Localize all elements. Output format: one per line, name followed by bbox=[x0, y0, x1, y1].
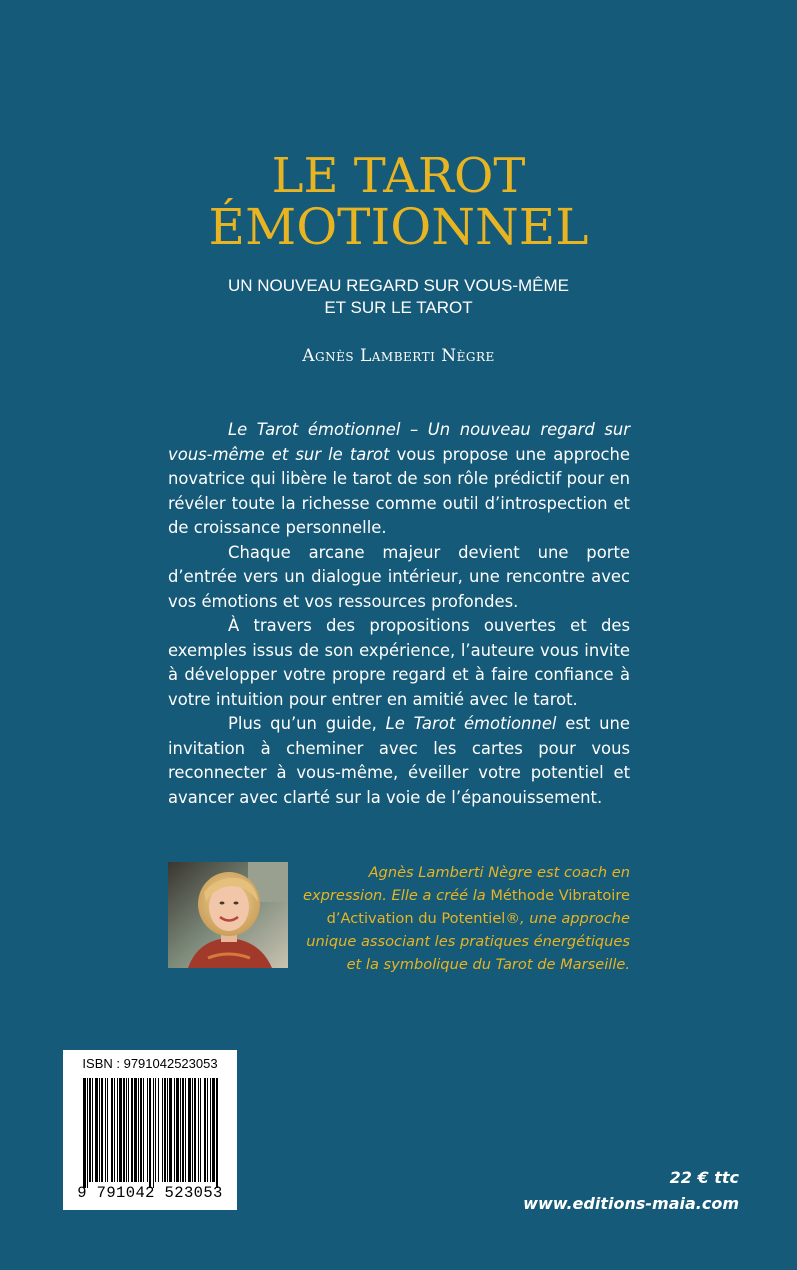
bio-part-1: Agnès Lamberti Nègre est coach en expression. Elle a créé la bbox=[302, 864, 630, 904]
barcode-bar bbox=[174, 1078, 175, 1182]
barcode-bar bbox=[92, 1078, 93, 1182]
barcode-bar bbox=[123, 1078, 125, 1182]
barcode-bar bbox=[99, 1078, 100, 1182]
barcode-bar bbox=[114, 1078, 115, 1182]
author-bio bbox=[300, 861, 630, 976]
barcode-bar bbox=[198, 1078, 199, 1182]
barcode-bar bbox=[162, 1078, 163, 1182]
bio-method-b: Vibratoire d’Activation du Potentiel bbox=[326, 887, 630, 927]
author-photo bbox=[168, 862, 288, 968]
barcode-bar bbox=[143, 1078, 144, 1182]
book-subtitle bbox=[0, 275, 797, 319]
barcode-bar bbox=[182, 1078, 184, 1182]
barcode-bar bbox=[111, 1078, 113, 1182]
barcode-bar bbox=[149, 1078, 151, 1188]
barcode-bar bbox=[176, 1078, 179, 1182]
barcode-bar bbox=[153, 1078, 154, 1188]
barcode-bar bbox=[101, 1078, 103, 1182]
barcode-bar bbox=[169, 1078, 172, 1182]
summary-text bbox=[168, 418, 630, 810]
summary-p4-start: Plus qu’un guide, bbox=[228, 714, 386, 733]
book-title-line-2: ÉMOTIONNEL bbox=[208, 198, 589, 256]
barcode-bar bbox=[119, 1078, 122, 1182]
barcode-bar bbox=[95, 1078, 98, 1182]
barcode-bar bbox=[105, 1078, 106, 1182]
barcode-bar bbox=[188, 1078, 191, 1182]
barcode-bar bbox=[83, 1078, 86, 1188]
barcode-bar bbox=[185, 1078, 186, 1182]
barcode-bar bbox=[212, 1078, 215, 1182]
barcode-bar bbox=[126, 1078, 127, 1182]
bio-part-2: ®, une approche unique associant les pratiques énergétiques et la symbolique du Tarot de Marseille. bbox=[306, 910, 630, 973]
barcode-box bbox=[63, 1050, 237, 1210]
barcode-bar bbox=[140, 1078, 142, 1182]
summary-paragraph-4 bbox=[168, 712, 630, 810]
barcode-bar bbox=[147, 1078, 148, 1182]
barcode-bar bbox=[167, 1078, 168, 1182]
book-title-line-1: LE TAROT bbox=[271, 148, 526, 204]
barcode-bar bbox=[155, 1078, 156, 1182]
barcode-bar bbox=[134, 1078, 137, 1182]
barcode-bar bbox=[192, 1078, 193, 1182]
barcode-bar bbox=[204, 1078, 206, 1182]
barcode-digits: 9 791042 523053 bbox=[77, 1184, 223, 1202]
publisher-website: www.editions-maia.com bbox=[523, 1194, 739, 1213]
barcode-bar bbox=[128, 1078, 129, 1182]
barcode-bar bbox=[89, 1078, 91, 1182]
price: 22 € ttc bbox=[669, 1168, 739, 1187]
summary-p1-rest: vous propose une approche novatrice qui libère le tarot de son rôle prédictif pour en révéler toute la richesse comme outil d’introspection et de croissance personnelle. bbox=[168, 444, 630, 537]
isbn-label: ISBN : 9791042523053 bbox=[82, 1056, 218, 1071]
summary-paragraph-1 bbox=[168, 418, 630, 541]
barcode-bar bbox=[164, 1078, 166, 1182]
subtitle-line-2: ET SUR LE TAROT bbox=[324, 298, 473, 317]
summary-paragraph-2: Chaque arcane majeur devient une porte d’entrée vers un dialogue intérieur, une rencontre avec vos émotions et vos ressources profondes. bbox=[168, 542, 630, 611]
barcode-bar bbox=[194, 1078, 196, 1182]
barcode-bar bbox=[131, 1078, 133, 1182]
barcode-bar bbox=[200, 1078, 201, 1182]
summary-p4-rest: est une invitation à cheminer avec les cartes pour vous reconnecter à vous-même, éveiller votre potentiel et avancer avec clarté sur la voie de l’épanouissement. bbox=[168, 714, 630, 807]
barcode-bar bbox=[158, 1078, 159, 1182]
barcode-bar bbox=[87, 1078, 88, 1188]
subtitle-line-1: UN NOUVEAU REGARD SUR VOUS-MÊME bbox=[228, 276, 569, 295]
barcode-bar bbox=[117, 1078, 118, 1182]
summary-paragraph-3: À travers des propositions ouvertes et des exemples issus de son expérience, l’auteure vous invite à développer votre propre regard et à faire confiance à votre intuition pour entrer en amitié avec le tarot. bbox=[168, 616, 630, 709]
summary-title-italic: Le Tarot émotionnel – Un nouveau regard sur vous-même et sur le tarot bbox=[168, 420, 630, 464]
barcode-bar bbox=[107, 1078, 108, 1182]
summary-p4-italic: Le Tarot émotionnel bbox=[385, 714, 557, 733]
bio-method-a: Méthode bbox=[490, 887, 555, 904]
barcode-bar bbox=[207, 1078, 208, 1182]
author-name: Agnès Lamberti Nègre bbox=[302, 346, 495, 366]
barcode-bar bbox=[180, 1078, 181, 1182]
barcode-bar bbox=[216, 1078, 218, 1188]
barcode-bar bbox=[138, 1078, 139, 1182]
barcode-bar bbox=[210, 1078, 211, 1182]
